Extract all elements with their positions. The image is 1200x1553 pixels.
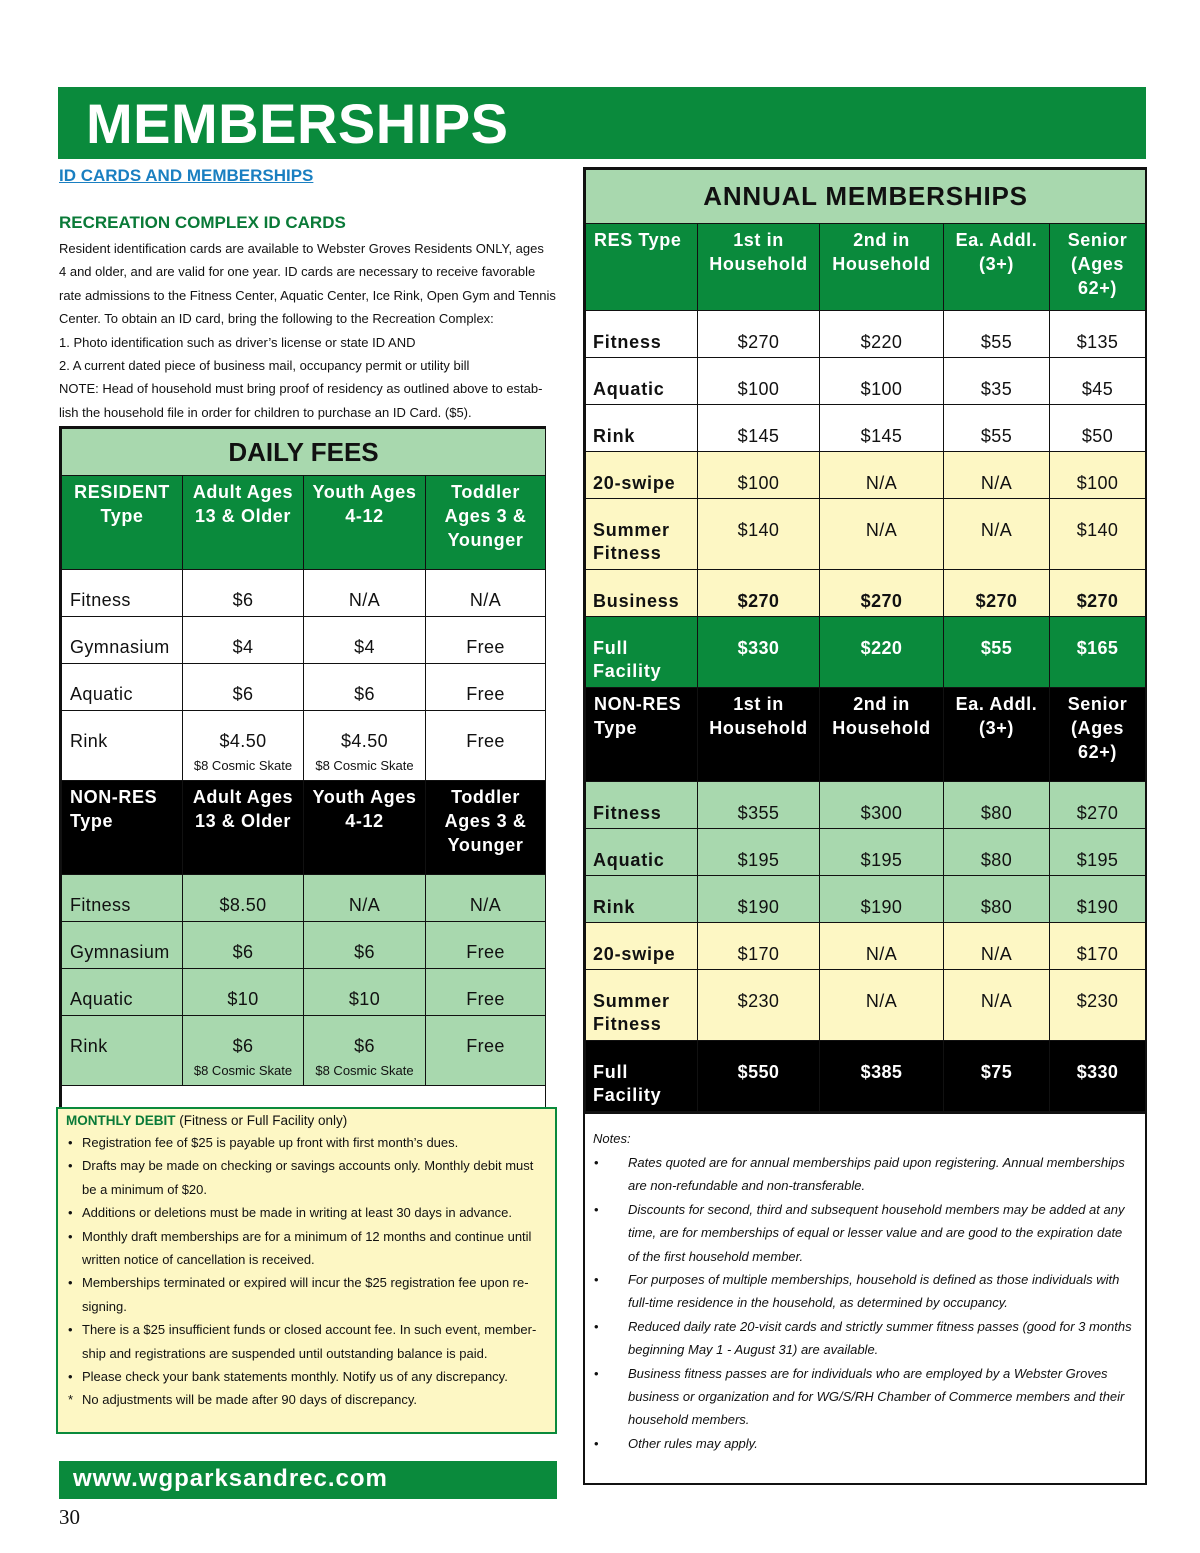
fee-cell: Free [426,922,546,969]
price-cell: $355 [698,782,820,829]
list-item [66,1388,547,1411]
id-cards-link[interactable]: ID CARDS AND MEMBERSHIPS [59,166,314,185]
price-cell: N/A [944,970,1050,1041]
col-header: NON-RES Type [586,688,698,782]
price-cell: $135 [1050,311,1146,358]
intro-line: Resident identification cards are available to Webster Groves Residents ONLY, ages [59,241,544,256]
note-item [593,1362,1135,1432]
row-type: Rink [586,876,698,923]
list-item [66,1201,547,1224]
price-cell: N/A [820,923,944,970]
table-row-spacer [62,1086,546,1110]
col-header: 2nd in Household [820,688,944,782]
fee-cell: N/A [304,570,426,617]
website-bar [59,1461,557,1499]
col-header: Ea. Addl. (3+) [944,224,1050,311]
intro-line: lish the household file in order for children to purchase an ID Card. ($5). [59,404,472,420]
annual-memberships-table [583,167,1147,1114]
price-cell: $165 [1050,617,1146,688]
table-row [586,617,1146,688]
bullet-icon: • [594,1155,599,1170]
price-cell: $270 [1050,782,1146,829]
row-type: 20-swipe [586,923,698,970]
bullet-icon: • [594,1201,599,1217]
fee-cell: $6 [304,922,426,969]
row-type: Business [586,570,698,617]
col-header: Ea. Addl. (3+) [944,688,1050,782]
price-cell: $270 [1050,570,1146,617]
table-row [586,970,1146,1041]
price-cell: $80 [944,829,1050,876]
col-header: 1st in Household [698,688,820,782]
row-type: Rink [62,1016,183,1086]
price-cell: $170 [1050,923,1146,970]
price-cell: N/A [820,499,944,570]
col-header: RESIDENT Type [62,476,183,570]
col-header: Senior (Ages 62+) [1050,688,1146,782]
bullet-mark: • [68,1158,73,1174]
price-cell: $195 [820,829,944,876]
table-row [586,499,1146,570]
monthly-debit-box [56,1107,557,1434]
table-row [586,876,1146,923]
intro-line: Center. To obtain an ID card, bring the following to the Recreation Complex: [59,311,494,327]
note-text: For purposes of multiple memberships, household is defined as those individuals with full-time residence in the household, as determined by occupancy. [628,1272,1120,1311]
table-row [62,570,546,617]
row-type: Fitness [586,782,698,829]
list-item-text: Drafts may be made on checking or savings accounts only. Monthly debit must be a minimum of $20. [82,1158,534,1197]
note-text: Discounts for second, third and subsequent household members may be added at any time, are for memberships of equal or lesser value and are good to the expiration date of the first household member. [628,1201,1125,1264]
price-cell: $140 [698,499,820,570]
list-item-text: Memberships terminated or expired will incur the $25 registration fee upon re-signing. [82,1275,529,1314]
col-header: Toddler Ages 3 & Younger [426,476,546,570]
price-cell: $100 [698,452,820,499]
fee-note: $8 Cosmic Skate [193,1063,293,1078]
note-item [593,1151,1135,1198]
bullet-mark: • [68,1369,73,1385]
list-item-text: Registration fee of $25 is payable up front with first month’s dues. [82,1135,459,1150]
price-cell: $80 [944,876,1050,923]
row-type: Aquatic [586,358,698,405]
table-row [62,1016,546,1086]
price-cell: N/A [820,970,944,1041]
table-row [586,570,1146,617]
price-cell: $145 [820,405,944,452]
fee-cell: $8.50 [183,875,304,922]
note-item [593,1315,1135,1362]
list-item-text: Please check your bank statements monthly. Notify us of any discrepancy. [82,1369,508,1385]
col-header: Youth Ages 4-12 [304,781,426,875]
monthly-debit-title: MONTHLY DEBIT [66,1113,176,1128]
intro-line: 1. Photo identification such as driver’s license or state ID AND [59,334,416,350]
table-row [62,969,546,1016]
row-type: Fitness [62,875,183,922]
note-item [593,1268,1135,1315]
list-item [66,1225,547,1272]
bullet-mark: • [68,1205,73,1221]
list-item [66,1271,547,1318]
monthly-debit-subtitle: (Fitness or Full Facility only) [175,1113,348,1128]
fee-note: $8 Cosmic Skate [193,758,293,773]
price-cell: $190 [1050,876,1146,923]
fee-cell: $6 [183,570,304,617]
notes-heading: Notes: [593,1131,631,1146]
fee-cell [183,1016,304,1086]
price-cell: $100 [820,358,944,405]
bullet-mark: • [68,1228,73,1244]
row-type: Fitness [62,570,183,617]
annual-memberships-grid [585,169,1146,1112]
col-header: RES Type [586,224,698,311]
price-cell: $100 [698,358,820,405]
fee-cell: $6 [304,664,426,711]
fee-value: $6 [232,1036,254,1056]
col-header: Senior (Ages 62+) [1050,224,1146,311]
price-cell: $300 [820,782,944,829]
fee-cell: Free [426,617,546,664]
website-link[interactable]: www.wgparksandrec.com [73,1465,388,1492]
fee-cell [183,711,304,781]
col-header: 1st in Household [698,224,820,311]
price-cell: N/A [944,923,1050,970]
fee-cell [304,1016,426,1086]
fee-cell: $10 [183,969,304,1016]
note-text: Other rules may apply. [628,1435,758,1451]
price-cell: $35 [944,358,1050,405]
list-item-text: Monthly draft memberships are for a minimum of 12 months and continue until written notice of cancellation is received. [82,1228,532,1268]
price-cell: $50 [1050,405,1146,452]
fee-cell: N/A [426,570,546,617]
table-row [586,1041,1146,1112]
table-row [586,782,1146,829]
table-row [62,922,546,969]
row-type: Aquatic [586,829,698,876]
fee-value: $4.50 [219,731,267,751]
daily-fees-table [59,426,546,1112]
fee-cell: Free [426,711,546,781]
fee-value: $4.50 [340,731,389,751]
list-item-text: No adjustments will be made after 90 days of discrepancy. [82,1392,418,1408]
bullet-icon: • [594,1272,599,1288]
list-item [66,1131,547,1154]
fee-cell: $4 [183,617,304,664]
table-row [62,875,546,922]
fee-note: $8 Cosmic Skate [315,758,414,773]
price-cell: $140 [1050,499,1146,570]
note-item [593,1198,1135,1268]
row-type: Rink [62,711,183,781]
table-row [586,311,1146,358]
col-header: Toddler Ages 3 & Younger [426,781,546,875]
bullet-icon: • [594,1435,599,1451]
fee-cell [304,711,426,781]
price-cell: $270 [698,311,820,358]
intro-line: NOTE: Head of household must bring proof of residency as outlined above to estab- [59,381,543,397]
price-cell: N/A [944,452,1050,499]
note-text: Reduced daily rate 20-visit cards and strictly summer fitness passes (good for 3 months beginning May 1 - August 31) are available. [628,1318,1132,1358]
price-cell: $195 [698,829,820,876]
note-item [593,1432,1135,1455]
price-cell: $45 [1050,358,1146,405]
table-row [586,452,1146,499]
price-cell: $55 [944,311,1050,358]
daily-fees-title: DAILY FEES [62,429,546,476]
price-cell: $170 [698,923,820,970]
row-type: Full Facility [586,1041,698,1112]
page-number: 30 [59,1505,80,1529]
bullet-mark: • [68,1322,73,1338]
list-item-text: Additions or deletions must be made in writing at least 30 days in advance. [82,1205,512,1221]
intro-line: rate admissions to the Fitness Center, Aquatic Center, Ice Rink, Open Gym and Tennis [59,287,556,303]
price-cell: $330 [698,617,820,688]
intro-line: 4 and older, and are valid for one year. ID cards are necessary to receive favorable [59,264,536,280]
price-cell: $55 [944,405,1050,452]
daily-fees-grid [61,428,546,1110]
table-row [62,711,546,781]
price-cell: $100 [1050,452,1146,499]
fee-cell: $10 [304,969,426,1016]
bullet-icon: • [594,1365,599,1381]
fee-cell: $4 [304,617,426,664]
bullet-mark: • [68,1275,73,1291]
table-row [62,664,546,711]
monthly-debit-heading [66,1111,547,1131]
price-cell: $270 [944,570,1050,617]
row-type: Aquatic [62,969,183,1016]
table-row [586,358,1146,405]
price-cell: N/A [820,452,944,499]
col-header: Adult Ages 13 & Older [183,781,304,875]
list-item [66,1365,547,1388]
price-cell: $220 [820,311,944,358]
row-type: 20-swipe [586,452,698,499]
price-cell: $330 [1050,1041,1146,1112]
fee-value: $6 [354,1036,375,1056]
intro-text [59,237,559,424]
note-text: Rates quoted are for annual memberships paid upon registering. Annual memberships are non-refundable and non-transferable. [628,1155,1125,1194]
table-row [586,405,1146,452]
row-type: Gymnasium [62,617,183,664]
table-row [62,617,546,664]
price-cell: $270 [820,570,944,617]
row-type: Summer Fitness [586,499,698,570]
note-text: Business fitness passes are for individuals who are employed by a Webster Groves business or organization and for WG/S/RH Chamber of Commerce members and their household members. [628,1365,1125,1428]
fee-note: $8 Cosmic Skate [315,1063,414,1078]
bullet-mark: • [68,1135,73,1150]
price-cell: $220 [820,617,944,688]
col-header: Adult Ages 13 & Older [183,476,304,570]
price-cell: $75 [944,1041,1050,1112]
fee-cell: $6 [183,664,304,711]
row-type: Gymnasium [62,922,183,969]
col-header: NON-RES Type [62,781,183,875]
fee-cell: Free [426,664,546,711]
price-cell: $230 [698,970,820,1041]
table-row [586,829,1146,876]
row-type: Rink [586,405,698,452]
notes-box [583,1107,1147,1485]
row-type: Aquatic [62,664,183,711]
fee-cell: Free [426,1016,546,1086]
list-item [66,1318,547,1365]
annual-memberships-title: ANNUAL MEMBERSHIPS [586,170,1146,224]
fee-cell: $6 [183,922,304,969]
col-header: 2nd in Household [820,224,944,311]
page-title: MEMBERSHIPS [86,92,509,155]
intro-line: 2. A current dated piece of business mail, occupancy permit or utility bill [59,358,470,374]
fee-cell: N/A [426,875,546,922]
price-cell: $385 [820,1041,944,1112]
price-cell: $270 [698,570,820,617]
row-type: Full Facility [586,617,698,688]
bullet-icon: • [594,1318,599,1334]
price-cell: $190 [820,876,944,923]
row-type: Fitness [586,311,698,358]
bullet-mark: * [68,1392,74,1408]
fee-cell: Free [426,969,546,1016]
rec-complex-heading: RECREATION COMPLEX ID CARDS [59,213,346,232]
price-cell: $55 [944,617,1050,688]
price-cell: $230 [1050,970,1146,1041]
fee-cell: N/A [304,875,426,922]
list-item-text: There is a $25 insufficient funds or closed account fee. In such event, member-ship and registrations are suspended until outstanding balance is paid. [82,1322,537,1361]
monthly-debit-list [66,1131,547,1412]
page-banner [58,87,1146,159]
price-cell: $145 [698,405,820,452]
list-item [66,1154,547,1201]
price-cell: $80 [944,782,1050,829]
table-row [586,923,1146,970]
price-cell: N/A [944,499,1050,570]
price-cell: $190 [698,876,820,923]
row-type: Summer Fitness [586,970,698,1041]
col-header: Youth Ages 4-12 [304,476,426,570]
price-cell: $550 [698,1041,820,1112]
price-cell: $195 [1050,829,1146,876]
